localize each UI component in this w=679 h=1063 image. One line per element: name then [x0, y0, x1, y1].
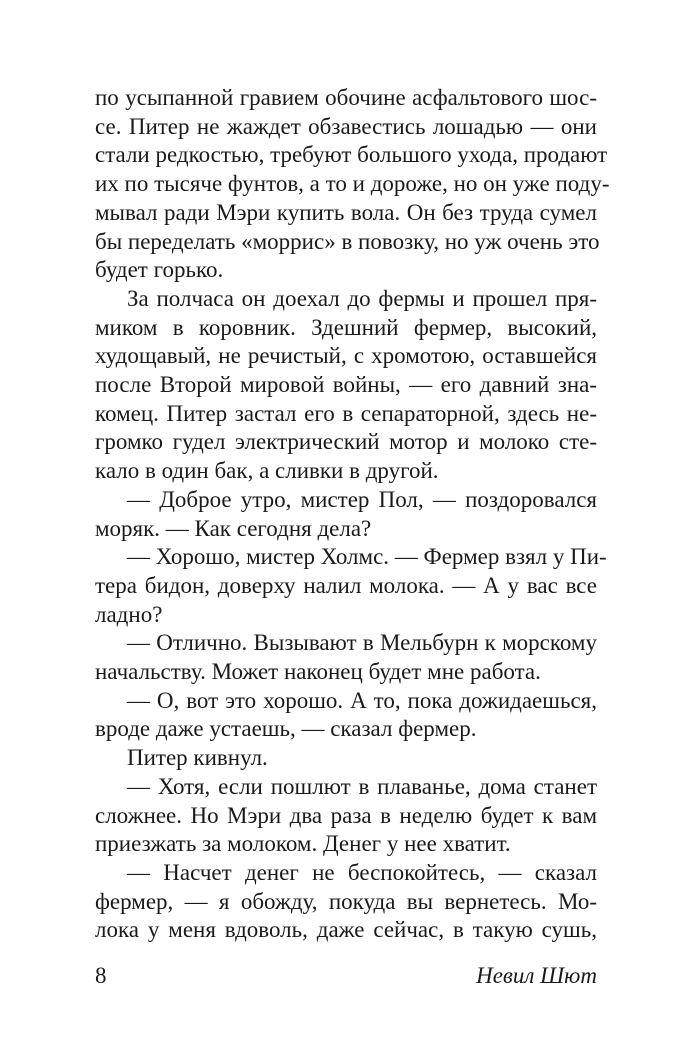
text-line: начальству. Может наконец будет мне работа.: [95, 659, 541, 685]
text-line: сложнее. Но Мэри два раза в неделю будет к вам: [95, 802, 597, 828]
text-line: фермер, — я обожду, покуда вы вернетесь. Мо-: [95, 888, 597, 914]
text-line: по усыпанной гравием обочине асфальтового шос-: [95, 85, 597, 110]
paragraph: [95, 285, 597, 486]
text-line: — О, вот это хорошо. А то, пока дожидаешься,: [127, 687, 597, 713]
text-line: ладно?: [95, 601, 163, 627]
running-author: Невил Шют: [476, 963, 597, 988]
text-line: мывал ради Мэри купить вола. Он без труда сумел: [95, 199, 597, 225]
text-line: комец. Питер застал его в сепараторной, здесь не-: [95, 400, 597, 426]
paragraph: [95, 629, 597, 686]
text-line: — Отлично. Вызывают в Мельбурн к морскому: [127, 630, 597, 656]
text-line: Питер кивнул.: [127, 745, 268, 771]
paragraph: [95, 543, 607, 629]
text-line: — Хотя, если пошлют в плаванье, дома станет: [127, 773, 597, 799]
text-line: их по тысяче фунтов, а то и дороже, но он уже поду-: [95, 171, 610, 197]
text-line: моряк. — Как сегодня дела?: [95, 515, 372, 541]
text-line: За полчаса он доехал до фермы и прошел пря-: [127, 285, 597, 311]
paragraph: [95, 744, 597, 773]
text-line: лока у меня вдоволь, даже сейчас, в такую сушь,: [95, 917, 597, 943]
text-line: миком в коровник. Здешний фермер, высокий,: [95, 314, 597, 340]
text-line: вроде даже устаешь, — сказал фермер.: [95, 716, 477, 742]
text-line: худощавый, не речистый, с хромотою, оставшейся: [95, 343, 597, 369]
text-line: приезжать за молоком. Денег у нее хватит.: [95, 831, 511, 857]
page-body: [95, 84, 610, 945]
text-line: после Второй мировой войны, — его давний зна-: [95, 372, 597, 398]
text-line: — Доброе утро, мистер Пол, — поздоровался: [127, 486, 597, 512]
paragraph: [95, 84, 610, 285]
paragraph: [95, 486, 597, 543]
page-number: 8: [95, 963, 107, 988]
paragraph: [95, 773, 597, 859]
text-line: — Насчет денег не беспокойтесь, — сказал: [127, 859, 597, 885]
text-line: кало в один бак, а сливки в другой.: [95, 458, 439, 484]
text-line: бы переделать «моррис» в повозку, но уж очень это: [95, 228, 600, 254]
text-line: будет горько.: [95, 257, 224, 283]
text-line: тера бидон, доверху налил молока. — А у вас все: [95, 572, 597, 598]
text-line: стали редкостью, требуют большого ухода, продают: [95, 142, 608, 168]
paragraph: [95, 687, 597, 744]
text-line: — Хорошо, мистер Холмс. — Фермер взял у Пи-: [127, 544, 607, 570]
paragraph: [95, 859, 597, 945]
text-line: громко гудел электрический мотор и молоко сте-: [95, 429, 597, 455]
text-line: се. Питер не жаждет обзавестись лошадью — они: [95, 113, 597, 139]
